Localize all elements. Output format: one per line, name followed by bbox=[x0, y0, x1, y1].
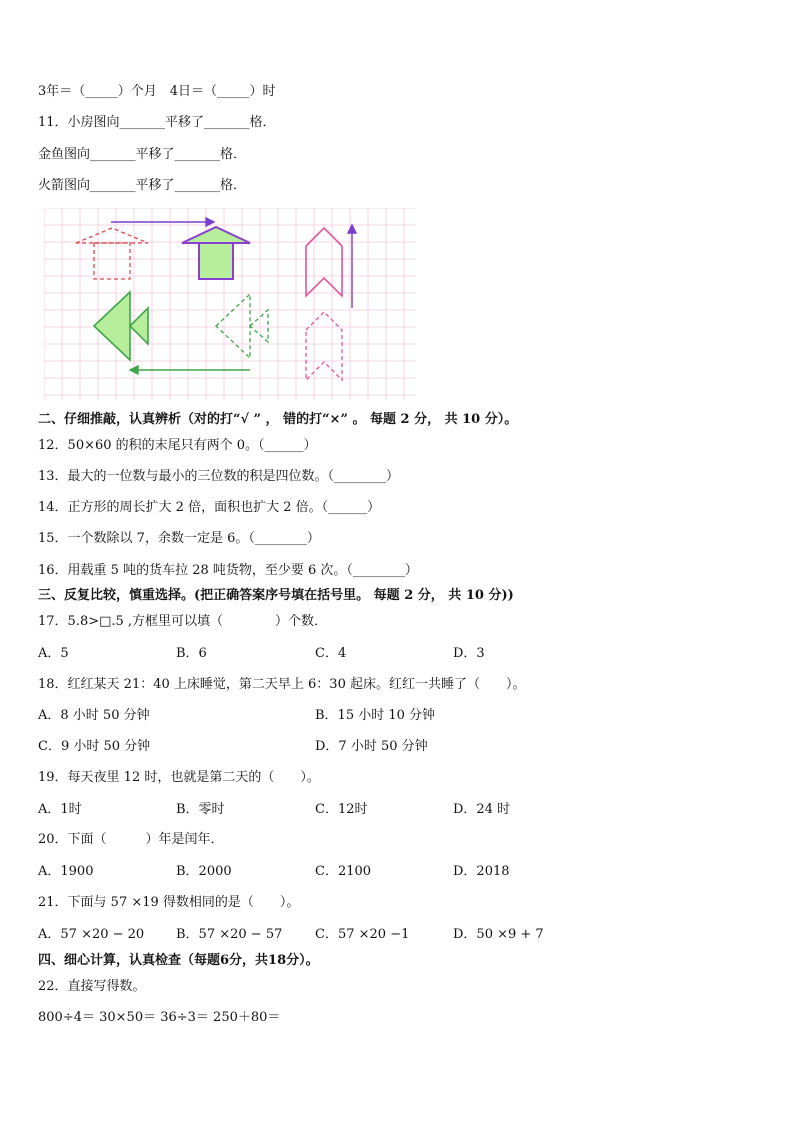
house-translated bbox=[182, 227, 250, 279]
q17-option-c: C．4 bbox=[315, 646, 347, 661]
q19-option-c: C．12时 bbox=[315, 802, 368, 817]
translation-grid-figure bbox=[44, 208, 416, 400]
question-18: 18．红红某天 21：40 上床睡觉，第二天早上 6：30 起床。红红一共睡了（ ）。 bbox=[38, 677, 526, 692]
q19-option-a: A．1时 bbox=[38, 802, 82, 817]
rocket-original-dashed bbox=[306, 312, 342, 380]
question-22-calculations: 800÷4＝ 30×50＝ 36÷3＝ 250＋80＝ bbox=[38, 1010, 281, 1025]
section-4-heading: 四、细心计算，认真检查（每题6分，共18分）。 bbox=[38, 953, 319, 968]
fish-original bbox=[94, 292, 148, 360]
question-11-fish: 金鱼图向_______平移了_______格． bbox=[38, 147, 247, 162]
q17-option-d: D．3 bbox=[453, 646, 485, 661]
q21-option-a: A．57 ×20 − 20 bbox=[38, 927, 145, 942]
rocket-arrow bbox=[348, 225, 356, 308]
house-original-dashed bbox=[76, 228, 148, 279]
question-22: 22．直接写得数。 bbox=[38, 979, 146, 994]
fish-arrow bbox=[130, 366, 250, 374]
question-19: 19．每天夜里 12 时，也就是第二天的（ ）。 bbox=[38, 770, 320, 785]
q18-option-d: D．7 小时 50 分钟 bbox=[315, 739, 428, 754]
section-3-heading: 三、反复比较，慎重选择。(把正确答案序号填在括号里。 每题 2 分， 共 10 分)) bbox=[38, 588, 514, 603]
question-15: 15．一个数除以 7，余数一定是 6。（________） bbox=[38, 531, 320, 546]
q21-option-d: D．50 ×9 + 7 bbox=[453, 927, 544, 942]
question-16: 16．用载重 5 吨的货车拉 28 吨货物，至少要 6 次。（________） bbox=[38, 563, 418, 578]
q20-option-d: D．2018 bbox=[453, 864, 510, 879]
q20-option-a: A．1900 bbox=[38, 864, 94, 879]
question-20: 20．下面（ ）年是闰年． bbox=[38, 832, 224, 847]
q20-option-b: B．2000 bbox=[176, 864, 232, 879]
q21-option-b: B．57 ×20 − 57 bbox=[176, 927, 283, 942]
q18-option-c: C．9 小时 50 分钟 bbox=[38, 739, 151, 754]
q21-option-c: C．57 ×20 −1 bbox=[315, 927, 410, 942]
question-14: 14．正方形的周长扩大 2 倍，面积也扩大 2 倍。（______） bbox=[38, 500, 381, 515]
q19-option-d: D．24 时 bbox=[453, 802, 511, 817]
rocket-translated bbox=[306, 228, 342, 296]
q18-option-a: A．8 小时 50 分钟 bbox=[38, 708, 150, 723]
q17-option-b: B．6 bbox=[176, 646, 207, 661]
question-line: 3年＝（_____）个月 4日＝（_____）时 bbox=[38, 84, 276, 99]
question-12: 12．50×60 的积的末尾只有两个 0。（______） bbox=[38, 438, 317, 453]
q19-option-b: B．零时 bbox=[176, 802, 225, 817]
q20-option-c: C．2100 bbox=[315, 864, 372, 879]
question-13: 13．最大的一位数与最小的三位数的积是四位数。（________） bbox=[38, 469, 400, 484]
question-11-rocket: 火箭图向_______平移了_______格． bbox=[38, 178, 247, 193]
q18-option-b: B．15 小时 10 分钟 bbox=[315, 708, 436, 723]
q17-option-a: A．5 bbox=[38, 646, 69, 661]
question-11: 11．小房图向_______平移了_______格． bbox=[38, 115, 276, 130]
question-17: 17．5.8>□.5 ,方框里可以填（ ）个数． bbox=[38, 614, 328, 629]
section-2-heading: 二、仔细推敲，认真辨析（对的打“√ ” ， 错的打“×” 。 每题 2 分， 共 10 分）。 bbox=[38, 412, 518, 427]
question-21: 21．下面与 57 ×19 得数相同的是（ ）。 bbox=[38, 895, 300, 910]
